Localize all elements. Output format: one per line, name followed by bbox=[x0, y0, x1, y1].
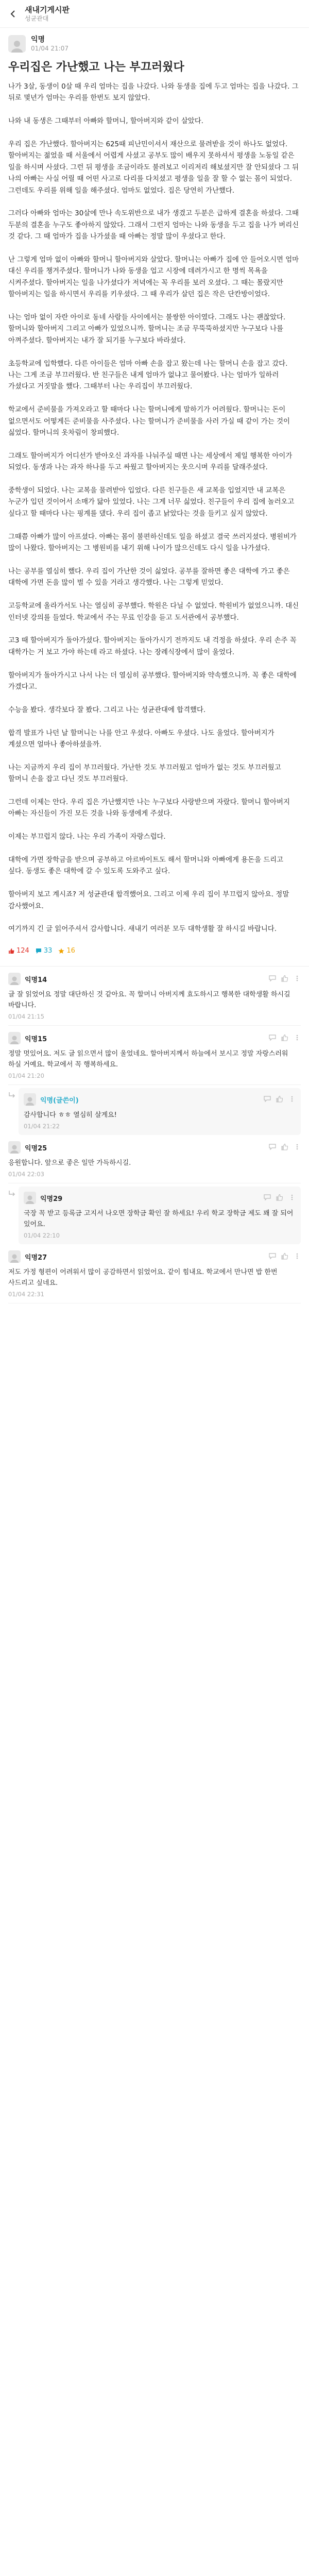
comment-avatar bbox=[24, 1192, 36, 1204]
comment-author bbox=[8, 1032, 47, 1044]
comment-avatar bbox=[8, 1032, 21, 1044]
comment-avatar bbox=[8, 973, 21, 985]
post-paragraph: 난 그렇게 엄마 없이 아빠와 할머니 할아버지와 살았다. 할머니는 아빠가 집에 안 들어오시면 엄마 대신 우리를 챙겨주셨다. 할머니가 나와 동생을 업고 시장에 데려가시고 한 명씩 목욕을 시켜주셨다. 할아버지는 일을 나가셨다가 저녁에는 꼭 우리를 보러 오셨다. 그 때는 몰랐지만 할아버지는 일을 하시면서 우리를 키우셨다. 그 때 우리가 살던 집은 작은 단칸방이었다. bbox=[8, 256, 299, 299]
reply-row bbox=[8, 1183, 301, 1244]
reply-row bbox=[8, 1085, 301, 1135]
header-titles bbox=[25, 5, 70, 23]
comment-count-label: 33 bbox=[43, 947, 53, 955]
post-paragraph: 대학에 가면 장학금을 받으며 공부하고 아르바이트도 해서 할머니와 아빠에게 용돈을 드리고 싶다. 동생도 좋은 대학에 갈 수 있도록 도와주고 싶다. bbox=[8, 856, 284, 876]
avatar bbox=[8, 35, 26, 53]
comment-actions bbox=[269, 974, 301, 984]
comment bbox=[8, 1026, 301, 1085]
like-icon[interactable] bbox=[276, 1193, 283, 1203]
comment-text: 글 잘 읽었어요 정말 대단하신 것 같아요. 꼭 할머니 아버지께 효도하시고 행복한 대학생활 하시길 바랍니다. bbox=[8, 991, 290, 1010]
post-paragraph: 그런데 이제는 안다. 우리 집은 가난했지만 나는 누구보다 사랑받으며 자랐다. 할머니 할아버지 아빠는 자신들이 가진 모든 것을 나와 동생에게 주셨다. bbox=[8, 798, 290, 818]
post-paragraph: 합격 발표가 나던 날 할머니는 나를 안고 우셨다. 아빠도 우셨다. 나도 울었다. 할아버지가 계셨으면 얼마나 좋아하셨을까. bbox=[8, 729, 274, 749]
comment-row bbox=[8, 1135, 301, 1183]
comment-text: 정말 멋있어요. 저도 글 읽으면서 많이 울었네요. 할아버지께서 하늘에서 보시고 정말 자랑스러워 하실 거예요. 학교에서 꼭 행복하세요. bbox=[8, 1050, 288, 1069]
comment-row bbox=[8, 1244, 301, 1303]
reply-icon[interactable] bbox=[269, 974, 276, 984]
post-paragraph: 학교에서 준비물을 가져오라고 할 때마다 나는 할머니에게 말하기가 어려웠다. 할머니는 돈이 없으면서도 어떻게든 준비물을 사주셨다. 나는 할머니가 준비물을 사러 가실 때 같이 가는 것이 싫었다. 할머니의 옷차림이 창피했다. bbox=[8, 406, 290, 437]
like-icon[interactable] bbox=[281, 974, 288, 984]
post-paragraph: 할아버지가 돌아가시고 나서 나는 더 열심히 공부했다. 할아버지와 약속했으니까. 꼭 좋은 대학에 가겠다고. bbox=[8, 671, 297, 691]
reply-icon[interactable] bbox=[264, 1193, 271, 1203]
reply-arrow-icon bbox=[8, 1085, 19, 1101]
comment-author bbox=[8, 973, 47, 985]
post-paragraph: 초등학교에 입학했다. 다른 아이들은 엄마 아빠 손을 잡고 왔는데 나는 할머니 손을 잡고 갔다. 나는 그게 조금 부끄러웠다. 반 친구들은 내게 엄마가 없냐고 물어봤다. 나는 엄마가 일하러 가셨다고 거짓말을 했다. 그때부터 나는 우리집이 부끄러웠다. bbox=[8, 360, 288, 391]
comment-author bbox=[8, 1141, 47, 1154]
comment bbox=[8, 1244, 301, 1303]
like-icon[interactable] bbox=[281, 1252, 288, 1262]
post-paragraph: 나는 엄마 없이 자란 아이로 동네 사람들 사이에서는 불쌍한 아이였다. 그래도 나는 괜찮았다. 할머니와 할아버지 그리고 아빠가 있었으니까. 할머니는 조금 무뚝뚝하셨지만 누구보다 나를 아껴주셨다. 할아버지는 내가 잘 되기를 누구보다 바라셨다. bbox=[8, 314, 286, 345]
reply-icon[interactable] bbox=[269, 1252, 276, 1262]
post-paragraph: 고등학교에 올라가서도 나는 열심히 공부했다. 학원은 다닐 수 없었다. 학원비가 없었으니까. 대신 인터넷 강의를 들었다. 학교에서 주는 무료 인강을 듣고 도서관에서 공부했다. bbox=[8, 602, 299, 622]
comment-text: 국장 꼭 받고 등록금 고지서 나오면 장학금 확인 잘 하세요! 우리 학교 장학금 제도 꽤 잘 되어 있어요. bbox=[24, 1210, 294, 1229]
like-count[interactable] bbox=[8, 947, 29, 955]
comment-time: 01/04 22:10 bbox=[24, 1232, 60, 1240]
comment-author bbox=[24, 1093, 79, 1106]
comment-author bbox=[8, 1250, 47, 1263]
comment-count[interactable] bbox=[36, 947, 53, 955]
comment-actions bbox=[269, 1143, 301, 1153]
comment-text: 감사합니다 ㅎㅎ 열심히 살게요! bbox=[24, 1111, 117, 1120]
board-title: 새내기게시판 bbox=[25, 5, 70, 14]
back-arrow-icon[interactable] bbox=[7, 8, 20, 20]
comment bbox=[19, 1187, 301, 1244]
comment-header bbox=[8, 1141, 301, 1154]
comment bbox=[8, 967, 301, 1026]
comment-row bbox=[8, 967, 301, 1026]
comment-actions bbox=[264, 1193, 296, 1203]
post-paragraph: 중학생이 되었다. 나는 교복을 물려받아 입었다. 다른 친구들은 새 교복을 입었지만 내 교복은 누군가 입던 것이어서 소매가 닳아 있었다. 나는 그게 너무 싫었다. 친구들이 우리 집에 놀러오고 싶다고 할 때마다 나는 핑계를 댔다. 우리 집이 좁고 낡았다는 것을 들키고 싶지 않았다. bbox=[8, 487, 295, 518]
comment-avatar bbox=[24, 1093, 36, 1106]
comment-row bbox=[8, 1026, 301, 1085]
comment-author-name: 익명25 bbox=[25, 1144, 47, 1153]
reply-icon[interactable] bbox=[269, 1033, 276, 1043]
more-options-icon[interactable] bbox=[288, 1193, 296, 1203]
scrap-count-label: 16 bbox=[66, 947, 75, 955]
post-paragraph: 나와 내 동생은 그때부터 아빠와 할머니, 할아버지와 같이 살았다. bbox=[8, 117, 203, 126]
comment-avatar bbox=[8, 1250, 21, 1263]
comment-header bbox=[8, 1250, 301, 1263]
comment-author-name: 익명14 bbox=[25, 976, 47, 984]
comment-actions bbox=[264, 1095, 296, 1105]
comment-avatar bbox=[8, 1141, 21, 1154]
post-paragraph: 그때쯤 아빠가 많이 아프셨다. 아빠는 몸이 불편하신데도 일을 하셨고 결국 쓰러지셨다. 병원비가 많이 나왔다. 할아버지는 그 병원비를 내기 위해 나이가 많으신데도 다시 일을 나가셨다. bbox=[8, 533, 297, 553]
comment-author-name: 익명27 bbox=[25, 1253, 47, 1262]
reply-icon[interactable] bbox=[269, 1143, 276, 1153]
app-header bbox=[0, 0, 309, 28]
post-paragraph: 그래도 할아버지가 어디선가 받아오신 과자를 나눠주실 때면 나는 세상에서 제일 행복한 아이가 되었다. 동생과 나는 과자 하나를 두고 싸웠고 할아버지는 웃으시며 우리를 달래주셨다. bbox=[8, 452, 293, 472]
school-name: 성균관대 bbox=[25, 14, 49, 22]
comment bbox=[8, 1135, 301, 1183]
comment-author bbox=[24, 1192, 62, 1204]
more-options-icon[interactable] bbox=[294, 1143, 301, 1153]
post-paragraph: 수능을 봤다. 생각보다 잘 봤다. 그리고 나는 성균관대에 합격했다. bbox=[8, 706, 206, 714]
post-paragraph: 할아버지 보고 계시죠? 저 성균관대 합격했어요. 그리고 이제 우리 집이 부끄럽지 않아요. 정말 감사했어요. bbox=[8, 891, 289, 910]
post-paragraph: 나는 지금까지 우리 집이 부끄러웠다. 가난한 것도 부끄러웠고 엄마가 없는 것도 부끄러웠고 할머니 손을 잡고 다닌 것도 부끄러웠다. bbox=[8, 764, 281, 784]
reply-arrow-icon bbox=[8, 1183, 19, 1199]
like-count-label: 124 bbox=[16, 947, 29, 955]
like-icon[interactable] bbox=[276, 1095, 283, 1105]
more-options-icon[interactable] bbox=[294, 974, 301, 984]
more-options-icon[interactable] bbox=[288, 1095, 296, 1105]
comment-author-name: 익명(글쓴이) bbox=[40, 1096, 79, 1105]
post-paragraph: 나가 3살, 동생이 0살 때 우리 엄마는 집을 나갔다. 나와 동생을 집에 두고 엄마는 집을 나갔다. 그 뒤로 몇년가 엄마는 우리를 한번도 보지 않았다. bbox=[8, 83, 299, 103]
author-name: 익명 bbox=[31, 35, 45, 44]
post-paragraph: 그러다 아빠와 엄마는 30살에 만나 속도위반으로 내가 생겼고 두분은 급하게 결혼을 하셨다. 그때 두분의 결혼을 누구도 좋아하지 않았다. 그래서 그런지 엄마는 나와 동생을 두고 집을 나가 버리신 것 같다. 그 때 엄마가 집을 나가셨을 때 아빠는 정말 많이 우셨다고 한다. bbox=[8, 210, 299, 241]
comment-header bbox=[8, 973, 301, 985]
post-paragraph: 이제는 부끄럽지 않다. 나는 우리 가족이 자랑스럽다. bbox=[8, 833, 166, 841]
comment-time: 01/04 21:20 bbox=[8, 1072, 44, 1080]
comment-header bbox=[8, 1032, 301, 1044]
like-icon[interactable] bbox=[281, 1033, 288, 1043]
reply-icon[interactable] bbox=[264, 1095, 271, 1105]
comment-text: 응원합니다. 앞으로 좋은 일만 가득하시길. bbox=[8, 1159, 131, 1167]
post-body bbox=[8, 81, 301, 936]
author-row bbox=[8, 35, 301, 53]
post-paragraph: 여기까지 긴 글 읽어주셔서 감사합니다. 새내기 여러분 모두 대학생활 잘 하시길 바랍니다. bbox=[8, 925, 277, 934]
comment-actions bbox=[269, 1252, 301, 1262]
post-title: 우리집은 가난했고 나는 부끄러웠다 bbox=[8, 61, 184, 74]
comment-actions bbox=[269, 1033, 301, 1043]
comment-time: 01/04 21:15 bbox=[8, 1013, 44, 1021]
comment-author-name: 익명29 bbox=[40, 1195, 63, 1203]
comment-text: 저도 가정 형편이 어려워서 많이 공감하면서 읽었어요. 같이 힘내요. 학교에서 만나면 밥 한번 사드리고 싶네요. bbox=[8, 1268, 278, 1287]
post-paragraph: 우리 집은 가난했다. 할아버지는 625때 피난민이셔서 재산으로 물려받을 것이 하나도 없었다. 할아버지는 젊었을 때 서울에서 어렵게 사셨고 공부도 많이 배우지 못하셔서 평생을 노동일 같은 일을 하시며 사셨다. 그런 뒤 평생을 조금이라도 불려보고 이리저리 해보셨지만 잘 안되셨다 그 뒤 나의 아빠는 사실 어릴 때 어떤 사고로 다리를 다치셨고 평생을 일을 잘 할 수 없는 몸이 되었다. 그런데도 우리를 위해 일을 해주셨다. 엄마도 없었다. 집은 당연히 가난했다. bbox=[8, 141, 299, 195]
post-paragraph: 나는 공부를 열심히 했다. 우리 집이 가난한 것이 싫었다. 공부를 잘하면 좋은 대학에 가고 좋은 대학에 가면 돈을 많이 벌 수 있을 거라고 생각했다. 나는 그렇게 믿었다. bbox=[8, 567, 290, 587]
speech-bubble-icon bbox=[36, 948, 42, 954]
post bbox=[0, 28, 309, 960]
reactions bbox=[8, 947, 301, 955]
more-options-icon[interactable] bbox=[294, 1252, 301, 1262]
author-meta bbox=[31, 36, 68, 53]
comment bbox=[19, 1088, 301, 1135]
comment-time: 01/04 21:22 bbox=[24, 1123, 60, 1130]
scrap-count[interactable] bbox=[58, 947, 75, 955]
comment-time: 01/04 22:31 bbox=[8, 1291, 44, 1298]
more-options-icon[interactable] bbox=[294, 1033, 301, 1043]
comment-header bbox=[24, 1093, 296, 1106]
comment-time: 01/04 22:03 bbox=[8, 1171, 44, 1178]
comment-author-name: 익명15 bbox=[25, 1035, 47, 1043]
thumb-up-icon bbox=[8, 948, 14, 954]
like-icon[interactable] bbox=[281, 1143, 288, 1153]
comment-list bbox=[0, 967, 309, 1303]
post-paragraph: 고3 때 할아버지가 돌아가셨다. 할아버지는 돌아가시기 전까지도 내 걱정을 하셨다. 우리 손주 꼭 대학가는 거 보고 가야 하는데 라고 하셨다. 나는 장례식장에서 많이 울었다. bbox=[8, 637, 297, 656]
star-icon bbox=[58, 948, 64, 954]
comment-header bbox=[24, 1192, 296, 1204]
post-time: 01/04 21:07 bbox=[31, 44, 68, 52]
